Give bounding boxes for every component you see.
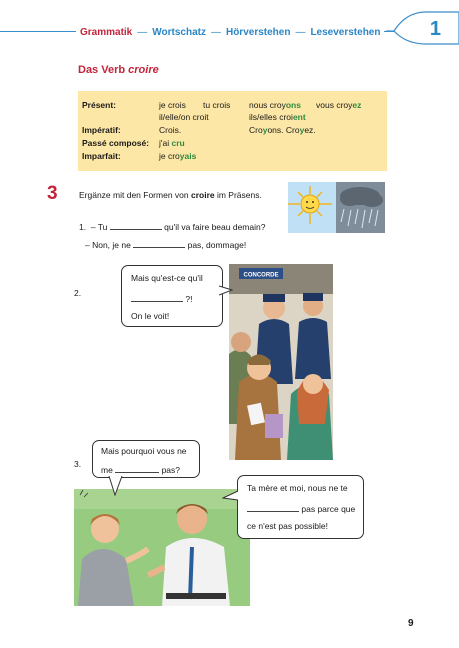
grammar-title-prefix: Das Verb — [78, 64, 129, 76]
passe-compose-form: j'ai cru — [159, 138, 185, 148]
nav-grammatik: Grammatik — [80, 26, 133, 38]
item1-line2: – Non, je ne pas, dommage! — [85, 240, 247, 250]
speech-bubble-item2 — [121, 265, 223, 327]
item2-number: 2. — [74, 288, 82, 298]
bubble-tail — [108, 476, 124, 496]
bubble2-line2: ?! — [131, 292, 192, 305]
nav-leseverstehen: Leseverstehen — [310, 26, 381, 38]
bubble3b-line3: ce n'est pas possible! — [247, 521, 329, 531]
bubble2-line1: Mais qu'est-ce qu'il — [131, 273, 203, 283]
unit-number: 1 — [429, 18, 441, 40]
imperative-plural: Croyons. Croyez. — [249, 125, 316, 135]
nav-wortschatz: Wortschatz — [152, 26, 206, 38]
unit-tab — [386, 10, 459, 46]
family-argument-illustration — [74, 489, 250, 606]
label-passe-compose: Passé composé: — [82, 138, 150, 148]
label-imparfait: Imparfait: — [82, 151, 121, 161]
bubble-tail — [222, 490, 239, 502]
item1-number: 1. — [79, 222, 87, 232]
speech-bubble-father — [237, 475, 364, 539]
answer-blank[interactable] — [110, 220, 162, 230]
bubble-tail — [219, 285, 233, 297]
label-present: Présent: — [82, 100, 117, 110]
sun-rain-icon — [288, 182, 385, 233]
present-tu: tu crois — [203, 100, 231, 110]
weather-illustration — [288, 182, 385, 233]
present-vous: vous croyez — [316, 100, 362, 110]
bubble3a-line1: Mais pourquoi vous ne — [101, 446, 187, 456]
answer-blank[interactable] — [247, 502, 299, 512]
answer-blank[interactable] — [133, 238, 185, 248]
metro-sign: CONCORDE — [243, 272, 279, 279]
answer-blank[interactable] — [115, 463, 159, 473]
nav-separator: — — [295, 26, 306, 38]
speech-bubble-boy — [92, 440, 200, 478]
nav-hoerverstehen: Hörverstehen — [225, 26, 291, 38]
nav-separator: — — [137, 26, 148, 38]
exercise-number: 3 — [47, 183, 58, 204]
imperative-tu: Crois. — [159, 125, 182, 135]
exercise-instruction: Ergänze mit den Formen von croire im Präsens. — [79, 190, 262, 200]
bubble3a-line2: me pas? — [101, 465, 180, 475]
item1-line1: 1. – Tu qu'il va faire beau demain? — [79, 222, 266, 232]
street-scene-illustration — [229, 264, 333, 460]
grammar-title-verb: croire — [128, 64, 159, 76]
boy-father-illustration — [74, 489, 250, 606]
present-je: je crois — [159, 100, 186, 110]
item3-number: 3. — [74, 459, 82, 469]
conjugation-table — [78, 91, 387, 171]
grammar-title — [78, 64, 159, 76]
section-nav — [76, 22, 384, 42]
present-nous: nous croyons — [249, 100, 301, 110]
people-illustration — [229, 264, 333, 460]
label-imperative: Impératif: — [82, 125, 121, 135]
bubble3b-line1: Ta mère et moi, nous ne te — [247, 483, 348, 493]
unit-tab-shape — [386, 10, 459, 46]
present-il: il/elle/on croit — [159, 112, 209, 122]
bubble2-line3: On le voit! — [131, 311, 170, 321]
nav-separator: — — [210, 26, 221, 38]
present-ils: ils/elles croient — [249, 112, 306, 122]
page-number: 9 — [408, 618, 414, 629]
answer-blank[interactable] — [131, 292, 183, 302]
imparfait-form: je croyais — [159, 151, 197, 161]
bubble3b-line2: pas parce que — [247, 502, 355, 515]
